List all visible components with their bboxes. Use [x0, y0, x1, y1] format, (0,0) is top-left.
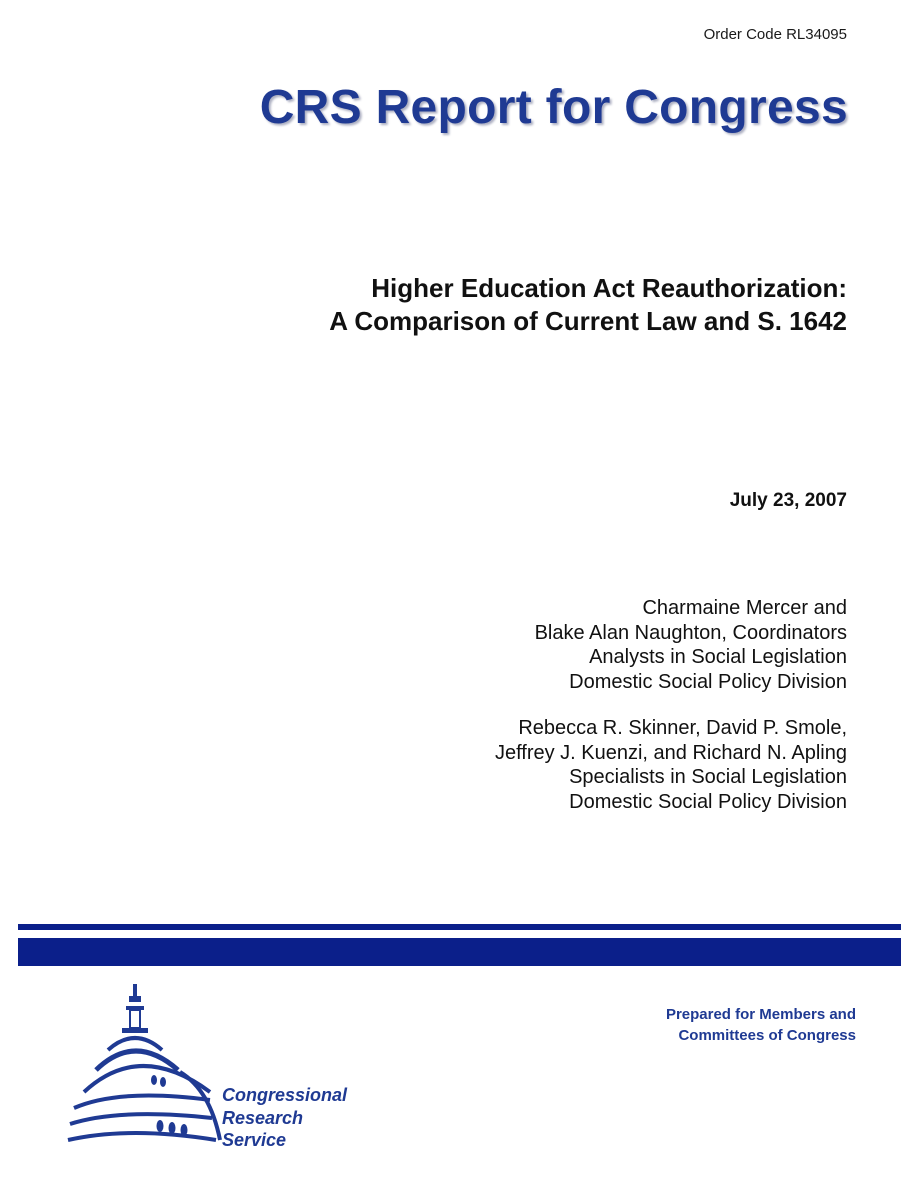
author-line: Rebecca R. Skinner, David P. Smole, — [518, 717, 847, 739]
order-code: Order Code RL34095 — [703, 26, 847, 43]
prepared-for-text — [666, 1004, 856, 1046]
crs-logo-text — [222, 1084, 347, 1152]
author-title-line: Specialists in Social Legislation — [569, 766, 847, 788]
report-title-line-1: Higher Education Act Reauthorization: — [371, 273, 847, 303]
author-group-coordinators — [535, 596, 847, 694]
capitol-dome-icon — [60, 980, 230, 1160]
author-line: Charmaine Mercer and — [642, 597, 847, 619]
author-division-line: Domestic Social Policy Division — [569, 670, 847, 693]
report-title-line-2: A Comparison of Current Law and S. 1642 — [329, 306, 847, 336]
prepared-line-2: Committees of Congress — [678, 1027, 856, 1044]
prepared-line-1: Prepared for Members and — [665, 1006, 856, 1023]
author-division-line: Domestic Social Policy Division — [569, 790, 847, 813]
divider-thin — [18, 924, 901, 930]
author-line: Blake Alan Naughton, Coordinators — [534, 621, 847, 644]
author-group-specialists — [495, 716, 847, 814]
author-line: Jeffrey J. Kuenzi, and Richard N. Apling — [494, 741, 847, 764]
logo-line-1: Congressional — [222, 1085, 348, 1105]
divider-thick — [18, 938, 901, 966]
report-date: July 23, 2007 — [729, 490, 847, 511]
report-title — [329, 272, 847, 338]
logo-line-2: Research — [222, 1107, 304, 1128]
author-title-line: Analysts in Social Legislation — [589, 646, 847, 668]
logo-line-3: Service — [222, 1130, 287, 1150]
report-banner: CRS Report for Congress — [259, 81, 848, 134]
